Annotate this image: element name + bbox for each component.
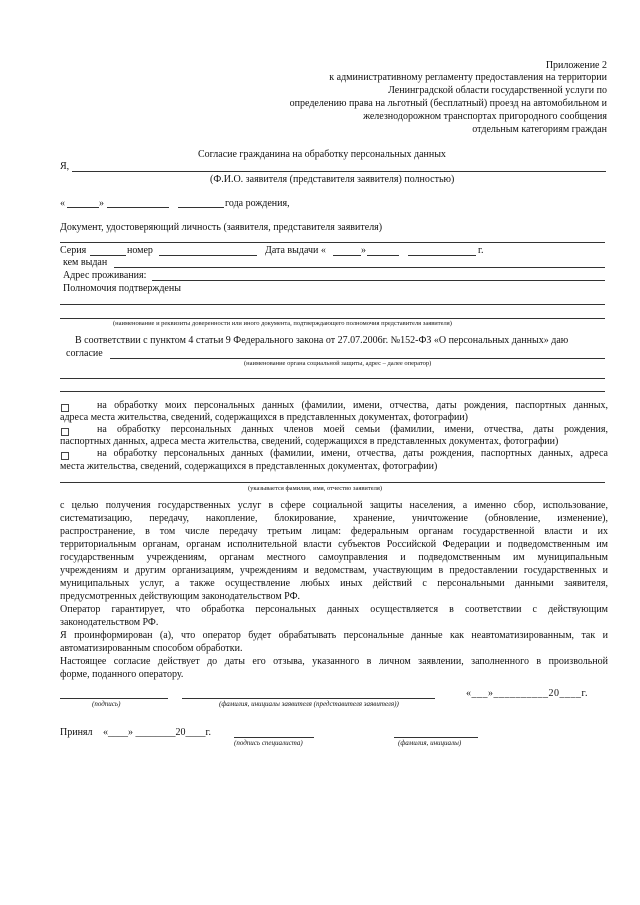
specialist-name-caption: (фамилия, инициалы) <box>398 739 462 747</box>
address-label: Адрес проживания: <box>63 270 147 281</box>
issue-date-label: Дата выдачи « <box>265 245 326 256</box>
document-field[interactable] <box>60 242 605 243</box>
issue-day-field[interactable] <box>333 255 361 256</box>
purpose-line-5: государственным учреждениям, органам местного самоуправления и подведомственным им муниципальным <box>60 552 608 563</box>
issue-close-quote: » <box>361 245 366 256</box>
informed-line-2: автоматизированным способом обработки. <box>60 643 243 654</box>
accepted-date[interactable]: «____» ________20____г. <box>103 727 211 738</box>
birth-open-quote: « <box>60 198 65 209</box>
purpose-line-2: систематизацию, передачу, накопление, блокирование, хранение, уничтожение (обновление, изменение), <box>60 513 608 524</box>
purpose-line-3: распространение, в том числе передачу третьим лицам: федеральным органам государственной власти и их <box>60 526 608 537</box>
person-caption: (указывается фамилия, имя, отчество заявителя) <box>248 485 383 492</box>
purpose-line-8: предусмотренных действующим законодательством РФ. <box>60 591 300 602</box>
option-2-line-1: на обработку персональных данных членов моей семьи (фамилии, имени, отчества, даты рождения, <box>97 424 608 435</box>
person-field[interactable] <box>60 482 605 483</box>
issued-by-label: кем выдан <box>63 257 108 268</box>
option-1-checkbox[interactable] <box>61 404 69 412</box>
header-line-1: Приложение 2 <box>545 60 607 71</box>
birth-year-field[interactable] <box>178 207 224 208</box>
specialist-signature-field[interactable] <box>234 737 314 738</box>
operator-line-1: Оператор гарантирует, что обработка персональных данных осуществляется в соответствии с действующим <box>60 604 608 615</box>
passport-series-label: Серия <box>60 245 87 256</box>
authority-caption: (наименование и реквизиты доверенности или иного документа, подтверждающего полномочия представителя заявителя) <box>113 320 452 327</box>
option-3-checkbox[interactable] <box>61 452 69 460</box>
purpose-line-1: с целью получения государственных услуг в сфере социальной защиты населения, а именно сбор, использование, <box>60 500 608 511</box>
form-title: Согласие гражданина на обработку персональных данных <box>198 149 446 160</box>
birth-suffix: года рождения, <box>225 198 290 209</box>
authority-field-2[interactable] <box>60 318 605 319</box>
header-line-3: Ленинградской области государственной услуги по <box>388 85 607 96</box>
birth-month-field[interactable] <box>107 207 169 208</box>
accepted-label: Принял <box>60 727 93 738</box>
law-text: В соответствии с пунктом 4 статьи 9 Федерального закона от 27.07.2006г. №152-ФЗ «О персональных данных» даю <box>75 335 569 346</box>
option-3-line-1: на обработку персональных данных (фамилии, имени, отчества, даты рождения, паспортных данных, адреса <box>97 448 608 459</box>
option-2-line-2: паспортных данных, адреса места жительства, сведений, содержащихся в представленных документах, фотографии) <box>60 436 559 447</box>
authority-field-1[interactable] <box>60 304 605 305</box>
fio-caption: (Ф.И.О. заявителя (представителя заявителя) полностью) <box>210 174 455 185</box>
option-1-line-2: адреса места жительства, сведений, содержащихся в представленных документах, фотографии) <box>60 412 469 423</box>
address-field[interactable] <box>152 280 605 281</box>
purpose-line-4: территориальным органам, органам исполнительной власти субъектов Российской Федерации и подведомственным им <box>60 539 608 550</box>
issue-year-suffix: г. <box>478 245 484 256</box>
option-1-line-1: на обработку моих персональных данных (фамилии, имени, отчества, даты рождения, паспортных данных, <box>97 400 608 411</box>
fio-prefix: Я, <box>60 161 70 172</box>
operator-field-2[interactable] <box>60 378 605 379</box>
fio-field[interactable] <box>72 171 606 172</box>
passport-number-label: номер <box>127 245 153 256</box>
document-label: Документ, удостоверяющий личность (заявителя, представителя заявителя) <box>60 222 383 233</box>
operator-field[interactable] <box>110 358 605 359</box>
option-3-line-2: места жительства, сведений, содержащихся в представленных документах, фотографии) <box>60 461 438 472</box>
validity-line-1: Настоящее согласие действует до даты его отзыва, указанного в личном заявлении, заполненного в произвольной <box>60 656 608 667</box>
issue-month-field[interactable] <box>367 255 399 256</box>
specialist-name-field[interactable] <box>394 737 478 738</box>
validity-line-2: форме, поданного оператору. <box>60 669 184 680</box>
operator-field-3[interactable] <box>60 391 605 392</box>
passport-number-field[interactable] <box>159 255 257 256</box>
issue-year-field[interactable] <box>408 255 476 256</box>
option-2-checkbox[interactable] <box>61 428 69 436</box>
operator-line-2: законодательством РФ. <box>60 617 159 628</box>
header-line-2: к административному регламенту предоставления на территории <box>329 72 607 83</box>
signature-date[interactable]: «___»__________20____г. <box>466 688 588 699</box>
birth-close-quote: » <box>99 198 104 209</box>
header-line-6: отдельным категориям граждан <box>472 124 607 135</box>
specialist-signature-caption: (подпись специалиста) <box>234 739 303 747</box>
issued-by-field[interactable] <box>114 267 605 268</box>
passport-series-field[interactable] <box>90 255 126 256</box>
signature-name-field[interactable] <box>182 698 435 699</box>
purpose-line-7: муниципальных услуг, а также осуществление любых иных действий с персональными данными заявителя, <box>60 578 608 589</box>
header-line-5: железнодорожном транспортах пригородного сообщения <box>363 111 607 122</box>
signature-name-caption: (фамилия, инициалы заявителя (представителя заявителя)) <box>219 700 399 708</box>
purpose-line-6: учреждениям и другим организациям, учреждениям и ведомствам, участвующим в предоставлении государственных и <box>60 565 608 576</box>
signature-field[interactable] <box>60 698 168 699</box>
informed-line-1: Я проинформирован (а), что оператор будет обрабатывать персональные данные как неавтоматизированным, так и <box>60 630 608 641</box>
authority-label: Полномочия подтверждены <box>63 283 181 294</box>
consent-word: согласие <box>66 348 103 359</box>
signature-caption: (подпись) <box>92 700 121 708</box>
header-line-4: определению права на льготный (бесплатный) проезд на автомобильном и <box>289 98 607 109</box>
operator-caption: (наименование органа социальной защиты, адрес – далее оператор) <box>244 360 432 367</box>
birth-day-field[interactable] <box>67 207 99 208</box>
